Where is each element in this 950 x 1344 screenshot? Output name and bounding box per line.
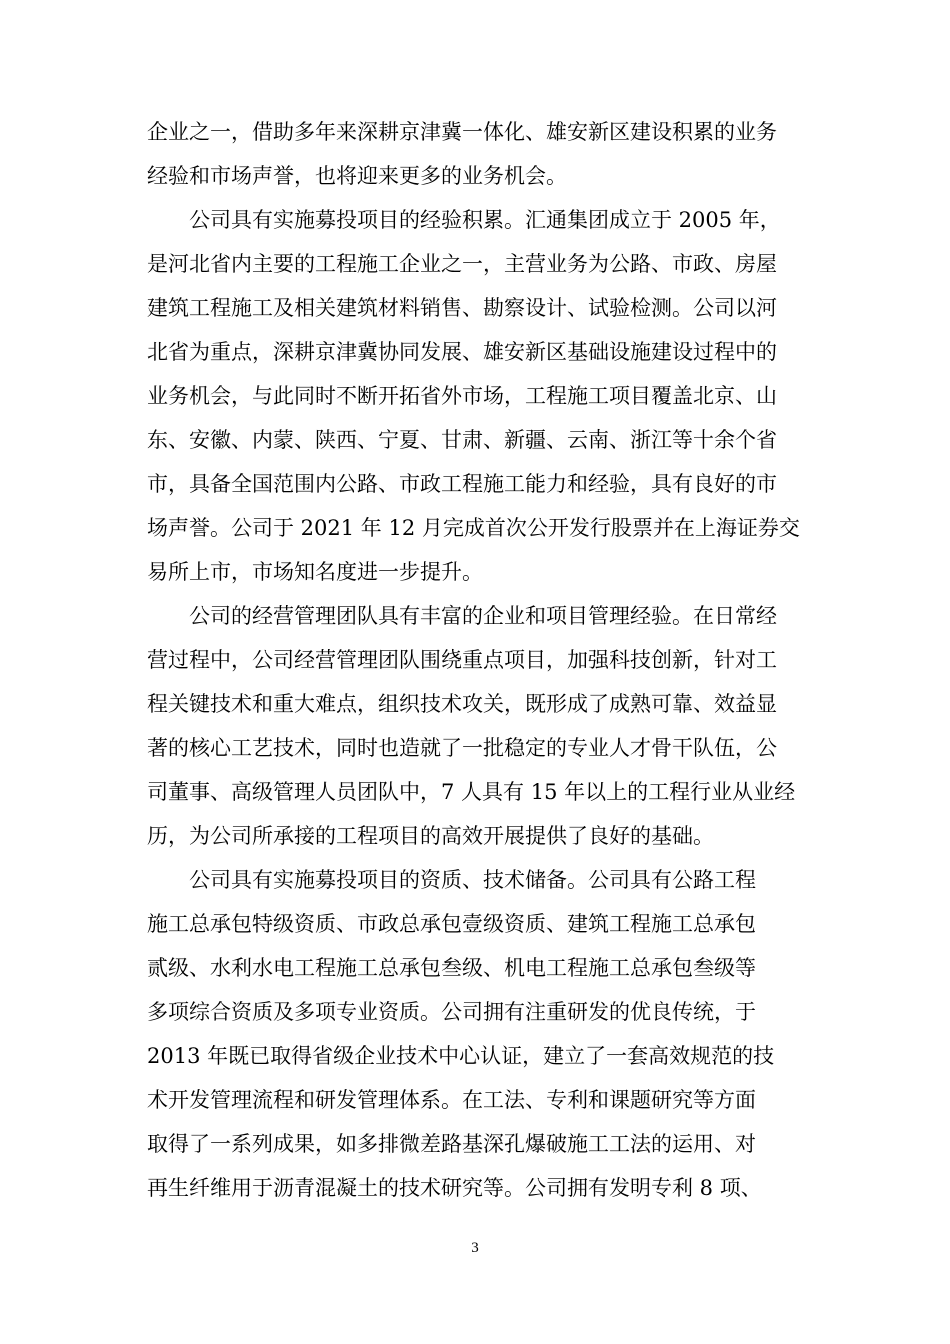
text-line-content: 程关键技术和重大难点，组织技术攻关，既形成了成熟可靠、效益显: [147, 692, 777, 716]
page-number: 3: [471, 1240, 479, 1256]
text-line-content: 公司具有实施募投项目的资质、技术储备。公司具有公路工程: [189, 868, 756, 892]
text-line-content: 场声誉。公司于 2021 年 12 月完成首次公开发行股票并在上海证券交: [147, 516, 800, 540]
text-line: [0, 507, 950, 549]
text-line: [0, 991, 950, 1033]
text-line: [0, 463, 950, 505]
text-line-content: 公司的经营管理团队具有丰富的企业和项目管理经验。在日常经: [189, 604, 777, 628]
text-line: [0, 243, 950, 285]
text-line: [0, 947, 950, 989]
text-line-content: 多项综合资质及多项专业资质。公司拥有注重研发的优良传统，于: [147, 1000, 756, 1024]
text-line: [0, 551, 950, 593]
text-line-content: 企业之一，借助多年来深耕京津冀一体化、雄安新区建设积累的业务: [147, 120, 777, 144]
text-line: [0, 199, 950, 241]
text-line-content: 是河北省内主要的工程施工企业之一，主营业务为公路、市政、房屋: [147, 252, 777, 276]
text-line: [0, 287, 950, 329]
text-line: [0, 155, 950, 197]
text-line-content: 术开发管理流程和研发管理体系。在工法、专利和课题研究等方面: [147, 1088, 756, 1112]
text-line: [0, 859, 950, 901]
text-line-content: 司董事、高级管理人员团队中，7 人具有 15 年以上的工程行业从业经: [147, 780, 796, 804]
text-line-content: 建筑工程施工及相关建筑材料销售、勘察设计、试验检测。公司以河: [147, 296, 777, 320]
text-line: [0, 1079, 950, 1121]
text-line: [0, 771, 950, 813]
text-line-content: 东、安徽、内蒙、陕西、宁夏、甘肃、新疆、云南、浙江等十余个省: [147, 428, 777, 452]
text-line: [0, 595, 950, 637]
text-line: [0, 1035, 950, 1077]
text-line: [0, 331, 950, 373]
text-line: [0, 419, 950, 461]
text-line-content: 取得了一系列成果，如多排微差路基深孔爆破施工工法的运用、对: [147, 1132, 756, 1156]
text-line: [0, 1167, 950, 1209]
text-line-content: 2013 年既已取得省级企业技术中心认证，建立了一套高效规范的技: [147, 1044, 775, 1068]
text-line: [0, 639, 950, 681]
text-line: [0, 727, 950, 769]
text-line: [0, 815, 950, 857]
text-line-content: 历，为公司所承接的工程项目的高效开展提供了良好的基础。: [147, 824, 714, 848]
text-line-content: 公司具有实施募投项目的经验积累。汇通集团成立于 2005 年，: [189, 208, 781, 232]
text-line: [0, 375, 950, 417]
text-line-content: 市，具备全国范围内公路、市政工程施工能力和经验，具有良好的市: [147, 472, 777, 496]
text-line: [0, 1123, 950, 1165]
text-line-content: 业务机会，与此同时不断开拓省外市场，工程施工项目覆盖北京、山: [147, 384, 777, 408]
text-line-content: 北省为重点，深耕京津冀协同发展、雄安新区基础设施建设过程中的: [147, 340, 777, 364]
text-line: [0, 683, 950, 725]
text-line: [0, 903, 950, 945]
text-line-content: 贰级、水利水电工程施工总承包叁级、机电工程施工总承包叁级等: [147, 956, 756, 980]
text-line-content: 营过程中，公司经营管理团队围绕重点项目，加强科技创新，针对工: [147, 648, 777, 672]
text-line-content: 易所上市，市场知名度进一步提升。: [147, 560, 483, 584]
text-line-content: 著的核心工艺技术，同时也造就了一批稳定的专业人才骨干队伍，公: [147, 736, 777, 760]
text-line: [0, 111, 950, 153]
text-line-content: 再生纤维用于沥青混凝土的技术研究等。公司拥有发明专利 8 项、: [147, 1176, 762, 1200]
text-line-content: 经验和市场声誉，也将迎来更多的业务机会。: [147, 164, 567, 188]
text-line-content: 施工总承包特级资质、市政总承包壹级资质、建筑工程施工总承包: [147, 912, 756, 936]
